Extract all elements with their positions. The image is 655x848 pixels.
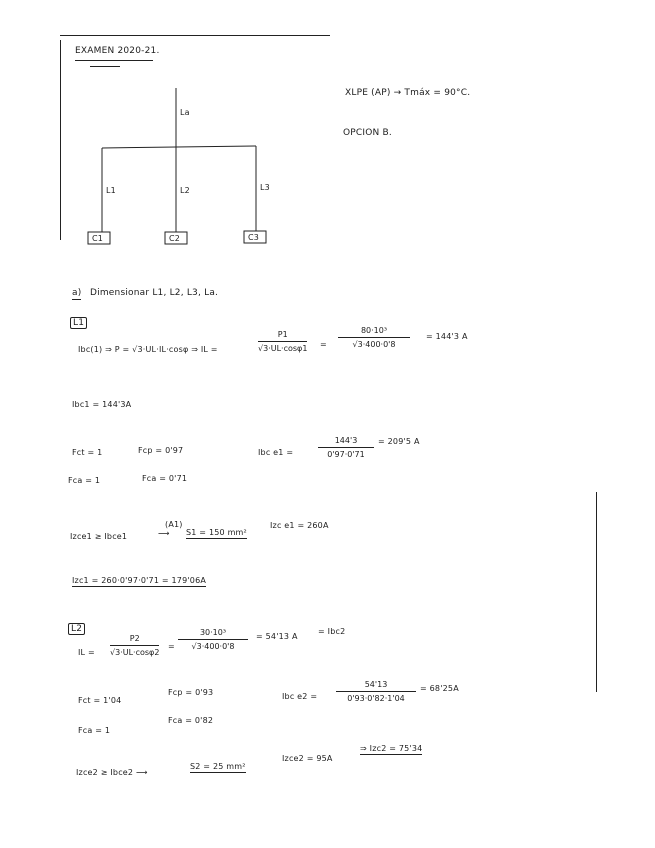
l1-equation-left: Ibc(1) ⇒ P = √3·UL·IL·cosφ ⇒ IL =: [78, 345, 218, 354]
l2-fcp: Fcp = 0'93: [168, 688, 214, 697]
l1-ibce1-fraction: [318, 436, 374, 459]
l2-ibce2-den: 0'93·0'82·1'04: [347, 694, 405, 703]
l2-tag: L2: [68, 624, 85, 634]
l1-tag: L1: [70, 318, 87, 328]
l2-ibce2-label: Ibc e2 =: [282, 692, 318, 701]
box-c1-label: C1: [92, 234, 104, 243]
l2-izce-inequality: Izce2 ≥ Ibce2 ⟶: [76, 768, 148, 777]
section-a-letter: a): [72, 288, 82, 298]
l1-fraction-1: [258, 330, 307, 353]
l2-ibce2-fraction: [336, 680, 416, 703]
l1-ibce1-den: 0'97·0'71: [327, 450, 365, 459]
l2-result: = 54'13 A: [256, 632, 298, 641]
l1-arrow: ⟶: [158, 529, 170, 538]
l2-fraction-2-den: √3·400·0'8: [191, 642, 235, 651]
l1-fraction-2-num: 80·10³: [360, 326, 388, 335]
label-l1: L1: [106, 186, 116, 195]
l2-fraction-2-num: 30·10³: [199, 628, 227, 637]
l2-fraction-1: [110, 634, 159, 657]
l1-fraction-2-den: √3·400·0'8: [352, 340, 396, 349]
box-c3-label: C3: [248, 233, 260, 242]
l2-fraction-2: [178, 628, 248, 651]
l2-izc2: ⇒ Izc2 = 75'34: [360, 744, 423, 753]
l1-izce-inequality: Izce1 ≥ Ibce1: [70, 532, 128, 541]
l1-izce1: Izc e1 = 260A: [270, 521, 329, 530]
l2-equals: =: [168, 642, 175, 651]
l1-equals: =: [320, 340, 327, 349]
l2-fraction-1-num: P2: [129, 634, 140, 643]
l2-fct: Fct = 1'04: [78, 696, 122, 705]
l1-fraction-1-den: √3·UL·cosφ1: [258, 344, 308, 353]
l1-arrow-label: (A1): [165, 520, 183, 529]
l2-izce2: Izce2 = 95A: [282, 754, 333, 763]
l1-ibce1-result: = 209'5 A: [378, 437, 420, 446]
l2-ibc2: = Ibc2: [318, 627, 346, 636]
note-xlpe: XLPE (AP) → Tmáx = 90°C.: [345, 88, 471, 98]
l1-fraction-2: [338, 326, 410, 349]
section-a-heading: Dimensionar L1, L2, L3, La.: [90, 288, 219, 298]
l1-ibc1: Ibc1 = 144'3A: [72, 400, 132, 409]
label-l3: L3: [260, 183, 270, 192]
exam-title: EXAMEN 2020-21.: [75, 46, 160, 56]
l2-fraction-1-den: √3·UL·cosφ2: [110, 648, 160, 657]
l1-result: = 144'3 A: [426, 332, 468, 341]
label-la: La: [180, 108, 190, 117]
l2-ibce2-num: 54'13: [364, 680, 388, 689]
l2-fca: Fca = 0'82: [168, 716, 214, 725]
l2-fca-left: Fca = 1: [78, 726, 111, 735]
l1-fct: Fct = 1: [72, 448, 103, 457]
l1-s1: S1 = 150 mm²: [186, 528, 247, 537]
box-c2-label: C2: [169, 234, 181, 243]
l1-fraction-1-num: P1: [277, 330, 288, 339]
note-opcion: OPCION B.: [343, 128, 392, 138]
l2-s2: S2 = 25 mm²: [190, 762, 246, 771]
l1-ibce1-label: Ibc e1 =: [258, 448, 294, 457]
l2-il: IL =: [78, 648, 95, 657]
busbar-line: [102, 146, 256, 148]
label-l2: L2: [180, 186, 190, 195]
l2-ibce2-result: = 68'25A: [420, 684, 459, 693]
l1-fca: Fca = 0'71: [142, 474, 188, 483]
l1-izc1: Izc1 = 260·0'97·0'71 = 179'06A: [72, 576, 207, 585]
l1-fcp: Fcp = 0'97: [138, 446, 184, 455]
l1-ibce1-num: 144'3: [334, 436, 358, 445]
l1-fca-left: Fca = 1: [68, 476, 101, 485]
